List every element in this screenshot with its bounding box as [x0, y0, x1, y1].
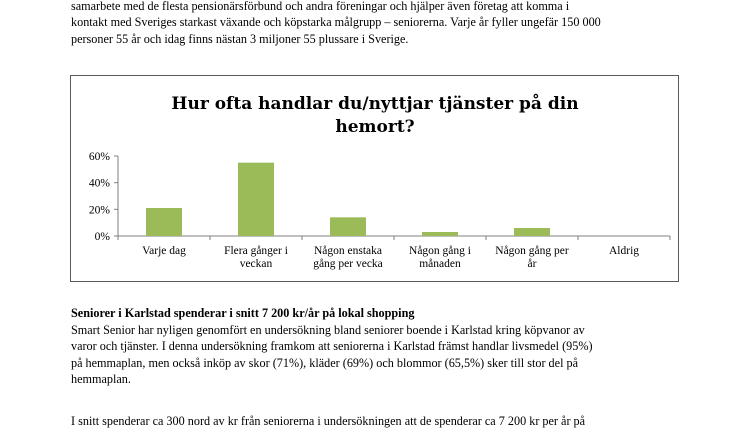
bar: [238, 163, 274, 236]
y-tick-label: 0%: [94, 231, 110, 243]
x-category-label: veckan: [239, 258, 273, 270]
intro-line: kontakt med Sveriges starkast växande och köpstarka målgrupp – seniorerna. Varje år fyller ungefär 150 000: [71, 15, 601, 30]
bar-chart: [71, 76, 680, 283]
y-tick-label: 60%: [88, 151, 110, 163]
y-tick-label: 40%: [88, 177, 110, 190]
bar: [514, 228, 550, 236]
x-category-label: år: [527, 258, 537, 270]
body-line: hemmaplan.: [71, 371, 131, 386]
chart-frame: [70, 75, 679, 282]
body-line: varor och tjänster. I denna undersökning framkom att seniorerna i Karlstad främst handlar livsmedel (95%): [71, 339, 593, 354]
intro-paragraph: [71, 0, 691, 47]
body-line: Smart Senior har nyligen genomfört en undersökning bland seniorer boende i Karlstad kring köpvanor av: [71, 323, 585, 337]
section-heading: Seniorer i Karlstad spenderar i snitt 7 200 kr/år på lokal shopping: [71, 306, 415, 320]
x-category-label: Någon gång per: [495, 245, 569, 257]
chart-title-line-2: hemort?: [335, 117, 415, 137]
x-category-label: Aldrig: [608, 245, 640, 257]
x-category-label: Flera gånger i: [224, 245, 288, 257]
bar: [422, 232, 458, 236]
body-paragraph: [71, 322, 691, 387]
bar: [330, 217, 366, 236]
cut-off-line: I snitt spenderar ca 300 nord av kr från seniorerna i undersökningen att de spenderar ca 7 200 kr per år på: [71, 414, 586, 428]
chart-title-line-1: Hur ofta handlar du/nyttjar tjänster på din: [171, 94, 579, 114]
plot-area: [89, 151, 670, 270]
bar: [146, 208, 182, 236]
x-category-label: Någon gång i: [409, 245, 471, 257]
x-category-label: gång per vecka: [313, 258, 383, 270]
intro-line: personer 55 år och idag finns nästan 3 miljoner 55 plussare i Sverige.: [71, 31, 409, 46]
x-category-label: Varje dag: [142, 245, 186, 257]
body-line: på hemmaplan, men också inköp av skor (71%), kläder (69%) och blommor (65,5%) sker till stor del på: [71, 355, 579, 370]
intro-line: samarbete med de flesta pensionärsförbund och andra föreningar och hjälper även företag att komma i: [71, 0, 570, 13]
x-category-label: Någon enstaka: [313, 245, 383, 257]
x-category-label: månaden: [419, 258, 461, 270]
y-tick-label: 20%: [88, 204, 110, 217]
